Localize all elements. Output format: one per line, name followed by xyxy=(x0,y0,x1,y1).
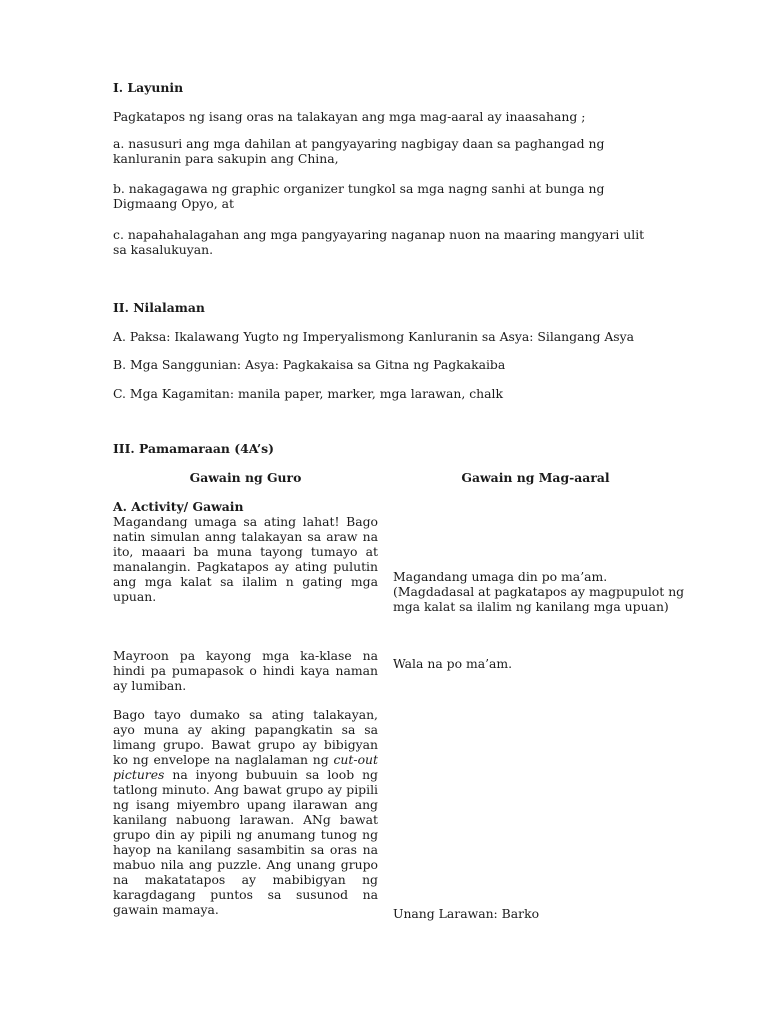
objective-b: b. nakagagawa ng graphic organizer tungkol sa mga nagng sanhi at bunga ng Digmaang Opyo, at xyxy=(113,181,605,211)
section-heading-layunin: I. Layunin xyxy=(113,80,184,95)
teacher-group-instructions xyxy=(113,707,378,917)
section-heading-pamamaraan: III. Pamamaraan (4A’s) xyxy=(113,441,274,456)
instructions-text-2: na inyong bubuuin sa loob ng tatlong minuto. Ang bawat grupo ay pipili ng isang miyembro upang ilarawan ang kanilang nabuong larawan. ANg bawat grupo din ay pipili ng anumang tunog ng hayop na kanilang sasambitin sa oras na mabuo nila ang puzzle. Ang unang grupo na makatatapos ay mabibigyan ng karagdagang puntos sa susunod na gawain mamaya. xyxy=(113,767,378,917)
objective-c: c. napahahalagahan ang mga pangyayaring naganap nuon na maaring mangyari ulit sa kasalukuyan. xyxy=(113,227,645,257)
activity-table xyxy=(113,470,688,1010)
layunin-intro: Pagkatapos ng isang oras na talakayan ang mga mag-aaral ay inaasahang ; xyxy=(113,109,586,124)
instructions-text-1: Bago tayo dumako sa ating talakayan, ayo muna ay aking papangkatin sa sa limang grupo. Bawat grupo ay bibigyan ko ng envelope na naglalaman ng xyxy=(113,707,378,767)
activity-subheading: A. Activity/ Gawain xyxy=(113,499,244,514)
column-header-mag-aaral: Gawain ng Mag-aaral xyxy=(461,470,610,485)
nilalaman-sanggunian: B. Mga Sanggunian: Asya: Pagkakaisa sa Gitna ng Pagkakaiba xyxy=(113,357,506,372)
nilalaman-paksa: A. Paksa: Ikalawang Yugto ng Imperyalismong Kanluranin sa Asya: Silangang Asya xyxy=(113,329,635,344)
teacher-greeting: Magandang umaga sa ating lahat! Bago natin simulan anng talakayan sa araw na ito, maaari ba muna tayong tumayo at manalangin. Pagkatapos ay ating pulutin ang mga kalat sa ilalim n gating mga upuan. xyxy=(113,514,378,604)
student-prayer-action: (Magdadasal at pagkatapos ay magpupulot ng mga kalat sa ilalim ng kanilang mga upuan) xyxy=(393,584,685,614)
nilalaman-kagamitan: C. Mga Kagamitan: manila paper, marker, mga larawan, chalk xyxy=(113,386,504,401)
section-heading-nilalaman: II. Nilalaman xyxy=(113,300,205,315)
objective-a: a. nasusuri ang mga dahilan at pangyayaring nagbigay daan sa paghangad ng kanluranin para sakupin ang China, xyxy=(113,136,605,166)
student-first-picture: Unang Larawan: Barko xyxy=(393,906,540,921)
teacher-attendance-question: Mayroon pa kayong mga ka-klase na hindi pa pumapasok o hindi kaya naman ay lumiban. xyxy=(113,648,378,693)
column-header-guro: Gawain ng Guro xyxy=(189,470,302,485)
student-attendance-reply: Wala na po ma’am. xyxy=(393,656,513,671)
instructions-italic-term: cut-out pictures xyxy=(113,752,378,782)
student-greeting-reply: Magandang umaga din po ma’am. xyxy=(393,569,608,584)
